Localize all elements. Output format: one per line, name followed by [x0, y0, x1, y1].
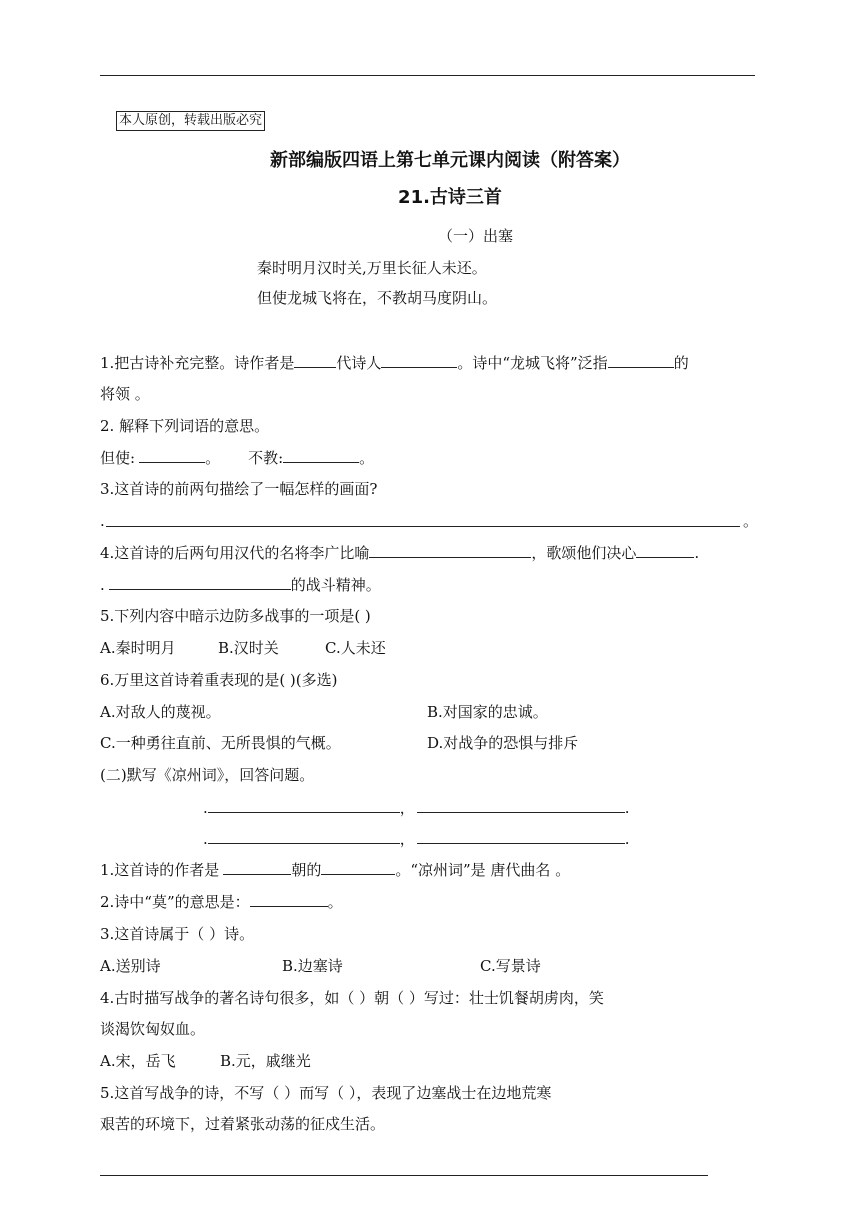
option[interactable]: B.元，戚继光	[220, 1052, 311, 1070]
answer-blank-spirit[interactable]	[109, 574, 291, 590]
section-2-question-2	[100, 891, 343, 913]
question-text: .	[694, 544, 700, 562]
question-2-fill	[100, 447, 374, 469]
option[interactable]: B.边塞诗	[282, 957, 343, 975]
header-rule	[100, 75, 755, 76]
answer-blank-poet[interactable]	[381, 352, 457, 368]
fill-punct: .	[624, 799, 630, 817]
fill-punct: .	[203, 799, 208, 817]
question-5: 5.下列内容中暗示边防多战事的一项是( )	[100, 607, 371, 625]
recitation-line-1	[203, 797, 630, 819]
question-text: ，歌颂他们决心	[531, 544, 637, 562]
answer-blank-author-name[interactable]	[321, 859, 395, 875]
poem-line-1: 秦时明月汉时关,万里长征人未还。	[257, 259, 487, 277]
answer-blank-resolve[interactable]	[636, 542, 694, 558]
poem-line-2: 但使龙城飞将在，不教胡马度阴山。	[257, 289, 498, 307]
question-text: .	[100, 576, 105, 594]
lesson-title: 21.古诗三首	[398, 187, 502, 208]
section-2-question-3: 3.这首诗属于（ ）诗。	[100, 925, 255, 943]
option[interactable]: A.宋，岳飞	[100, 1052, 176, 1070]
fill-punct: .	[203, 830, 208, 848]
question-text: 。诗中“龙城飞将”泛指	[457, 354, 608, 372]
fill-punct: .	[624, 830, 630, 848]
section-2-question-1	[100, 859, 570, 881]
section-2-question-5-continued: 艰苦的环境下，过着紧张动荡的征戍生活。	[100, 1115, 386, 1133]
answer-blank-compare[interactable]	[369, 542, 531, 558]
answer-blank-author-dynasty[interactable]	[223, 859, 291, 875]
option[interactable]: B.对国家的忠诚。	[427, 703, 548, 721]
document-title: 新部编版四语上第七单元课内阅读（附答案）	[270, 150, 630, 171]
question-4	[100, 542, 699, 564]
answer-line-q3[interactable]	[106, 526, 740, 527]
question-text: 。	[327, 893, 343, 911]
term-punct: 。	[205, 449, 221, 467]
section-2-question-5: 5.这首写战争的诗，不写（ ）而写（ ），表现了边塞战士在边地荒寒	[100, 1084, 552, 1102]
answer-blank-recite-4[interactable]	[417, 828, 625, 844]
option[interactable]: D.对战争的恐惧与排斥	[427, 734, 579, 752]
question-6: 6.万里这首诗着重表现的是( )(多选)	[100, 671, 338, 689]
answer-blank-mo[interactable]	[250, 891, 328, 907]
option[interactable]: C.写景诗	[480, 957, 541, 975]
answer-blank-recite-1[interactable]	[208, 797, 400, 813]
question-text: 2.诗中“莫”的意思是：	[100, 893, 250, 911]
question-3-lead: .	[100, 512, 105, 530]
option[interactable]: A.秦时明月	[100, 639, 176, 657]
question-text: 的战斗精神。	[290, 576, 381, 594]
question-text: 1.这首诗的作者是	[100, 861, 220, 879]
section-2-question-4-continued: 谈渴饮匈奴血。	[100, 1020, 206, 1038]
answer-blank-bujiao[interactable]	[283, 447, 359, 463]
fill-punct: ，	[399, 830, 415, 848]
section-2-heading: (二)默写《凉州词》，回答问题。	[100, 766, 315, 784]
footer-rule	[100, 1175, 708, 1176]
question-3: 3.这首诗的前两句描绘了一幅怎样的画面?	[100, 480, 378, 498]
option[interactable]: C.人未还	[325, 639, 386, 657]
term-label: 但使:	[100, 449, 136, 467]
question-text: 的	[673, 354, 689, 372]
answer-blank-recite-2[interactable]	[417, 797, 625, 813]
answer-blank-meaning[interactable]	[608, 352, 674, 368]
fill-punct: ，	[399, 799, 415, 817]
answer-blank-recite-3[interactable]	[208, 828, 400, 844]
copyright-stamp: 本人原创，转载出版必究	[116, 111, 265, 131]
question-text: 。“凉州词”是 唐代曲名 。	[395, 861, 571, 879]
question-text: 4.这首诗的后两句用汉代的名将李广比喻	[100, 544, 370, 562]
section-2-question-4: 4.古时描写战争的著名诗句很多，如（ ）朝（ ）写过：壮士饥餐胡虏肉，笑	[100, 989, 604, 1007]
question-text: 1.把古诗补充完整。诗作者是	[100, 354, 295, 372]
option[interactable]: B.汉时关	[218, 639, 279, 657]
option[interactable]: C.一种勇往直前、无所畏惧的气概。	[100, 734, 341, 752]
question-text: 代诗人	[336, 354, 382, 372]
question-2: 2. 解释下列词语的意思。	[100, 417, 270, 435]
term-punct: 。	[359, 449, 375, 467]
option[interactable]: A.对敌人的蔑视。	[100, 703, 221, 721]
question-3-end: 。	[743, 512, 759, 530]
question-1-continued: 将领 。	[100, 385, 150, 403]
poem-heading: （一）出塞	[438, 227, 514, 245]
answer-blank-danshi[interactable]	[139, 447, 205, 463]
answer-blank-dynasty[interactable]	[294, 352, 336, 368]
question-4-continued	[100, 574, 381, 596]
term-label: 不教:	[248, 449, 284, 467]
question-text: 朝的	[291, 861, 322, 879]
option[interactable]: A.送别诗	[100, 957, 161, 975]
recitation-line-2	[203, 828, 630, 850]
question-1	[100, 352, 689, 374]
